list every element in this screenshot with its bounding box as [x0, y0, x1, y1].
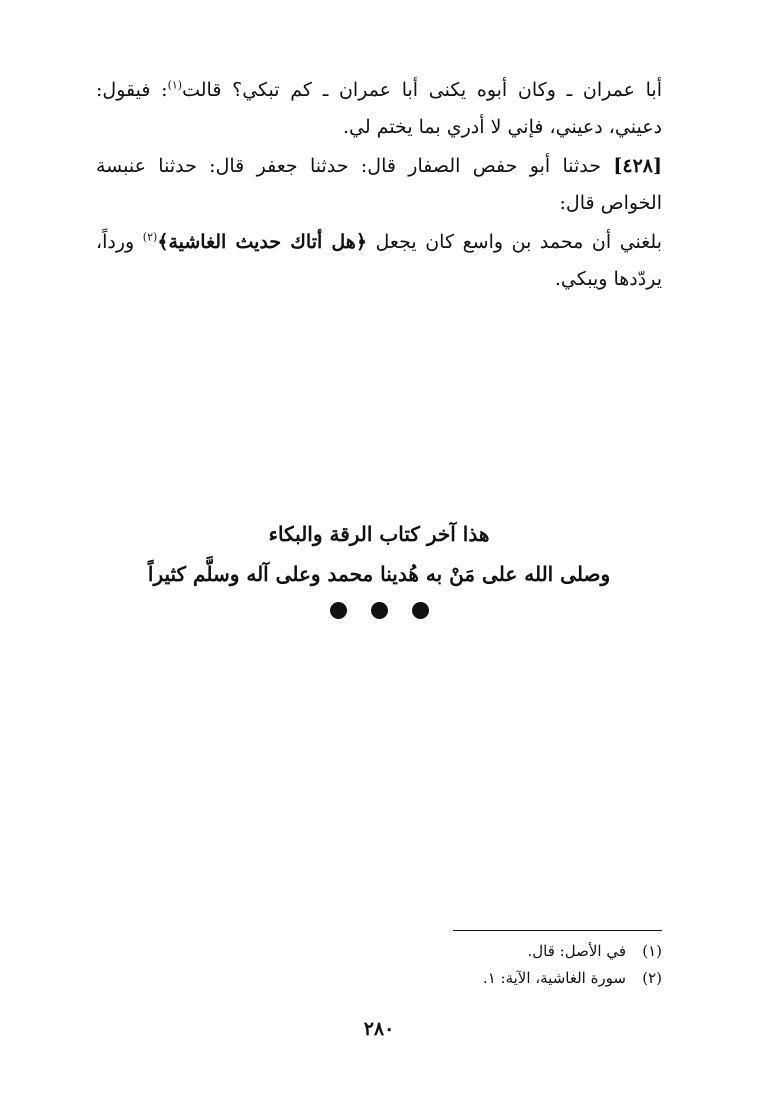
- paragraph-3: [96, 224, 662, 298]
- paragraph-3-text-a: بلغني أن محمد بن واسع كان يجعل: [366, 231, 663, 253]
- footnote-divider: [453, 930, 662, 931]
- footnote-number: (١): [642, 942, 662, 960]
- paragraph-1-text-a: أبا عمران ـ وكان أبوه يكنى أبا عمران ـ كم تبكي؟ قالت: [182, 79, 663, 101]
- footnotes: [342, 938, 662, 992]
- footnote-number: (٢): [642, 969, 662, 987]
- footnote-ref-1: (١): [167, 78, 183, 92]
- paragraph-1-text-b: : فيقول: دعيني، دعيني، فإني لا أدري بما يختم لي.: [96, 79, 662, 138]
- closing-title: هذا آخر كتاب الرقة والبكاء: [268, 522, 490, 546]
- closing-prayer: وصلى الله على مَنْ به هُدينا محمد وعلى آله وسلَّم كثيراً: [147, 562, 611, 586]
- quran-verse: ﴿هل أتاك حديث الغاشية﴾: [157, 231, 367, 253]
- footnote-item: [342, 938, 662, 965]
- footnote-text: في الأصل: قال.: [527, 942, 626, 960]
- paragraph-3-text-b: ورداً، يردّدها ويبكي.: [96, 231, 662, 290]
- narration-number: [٤٢٨]: [613, 155, 662, 177]
- ornament-dot: [412, 602, 429, 619]
- footnote-text: سورة الغاشية، الآية: ١.: [482, 969, 626, 987]
- ornament-dot: [330, 602, 347, 619]
- section-end-ornament: [0, 602, 758, 619]
- ornament-dot: [371, 602, 388, 619]
- paragraph-2-text: حدثنا أبو حفص الصفار قال: حدثنا جعفر قال: حدثنا عنبسة الخواص قال:: [96, 155, 662, 214]
- footnote-item: [342, 965, 662, 992]
- paragraph-1: [96, 72, 662, 146]
- footnote-ref-2: (٢): [142, 230, 158, 244]
- page-number: ٢٨٠: [363, 1018, 395, 1040]
- paragraph-2: [96, 148, 662, 222]
